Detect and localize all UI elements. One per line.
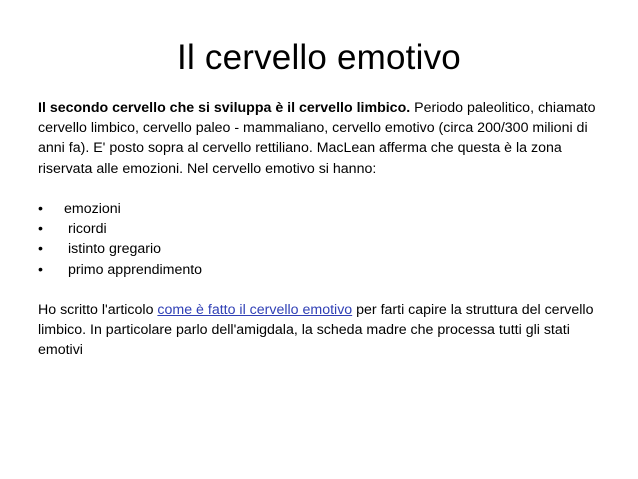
intro-text: Periodo paleolitico, chiamato cervello limbico, cervello paleo - mammaliano, cervello emotivo (circa 200/300 milioni di anni fa). E' posto sopra al cervello rettiliano. MacLean afferma che questa è la zona riservata alle emozioni. Nel cervello emotivo si hanno: bbox=[38, 100, 596, 177]
paragraph-spacer bbox=[38, 280, 598, 300]
bullet-icon: • bbox=[38, 201, 43, 217]
intro-bold-text: Il secondo cervello che si sviluppa è il cervello limbico. bbox=[38, 100, 411, 116]
bullet-list bbox=[38, 199, 598, 280]
slide-body bbox=[38, 98, 598, 361]
intro-paragraph bbox=[38, 98, 598, 179]
paragraph-spacer bbox=[38, 179, 598, 199]
list-item bbox=[38, 199, 598, 219]
closing-paragraph bbox=[38, 300, 598, 361]
slide-title: Il cervello emotivo bbox=[177, 38, 461, 77]
list-item-label: ricordi bbox=[68, 221, 107, 238]
list-item-label: primo apprendimento bbox=[68, 261, 203, 278]
article-link[interactable]: come è fatto il cervello emotivo bbox=[157, 301, 353, 318]
bullet-icon: • bbox=[38, 221, 43, 238]
closing-text-before: Ho scritto l'articolo bbox=[38, 301, 158, 318]
list-item-label: istinto gregario bbox=[68, 241, 162, 258]
list-item bbox=[38, 239, 598, 259]
list-item bbox=[38, 260, 598, 280]
list-item bbox=[38, 219, 598, 239]
closing-text-after: per farti capire la struttura del cervello limbico. In particolare parlo dell'amigdala, la scheda madre che processa tutti gli stati emotivi bbox=[38, 301, 594, 359]
list-item-label: emozioni bbox=[64, 201, 121, 217]
bullet-icon: • bbox=[38, 261, 43, 278]
bullet-icon: • bbox=[38, 241, 43, 258]
